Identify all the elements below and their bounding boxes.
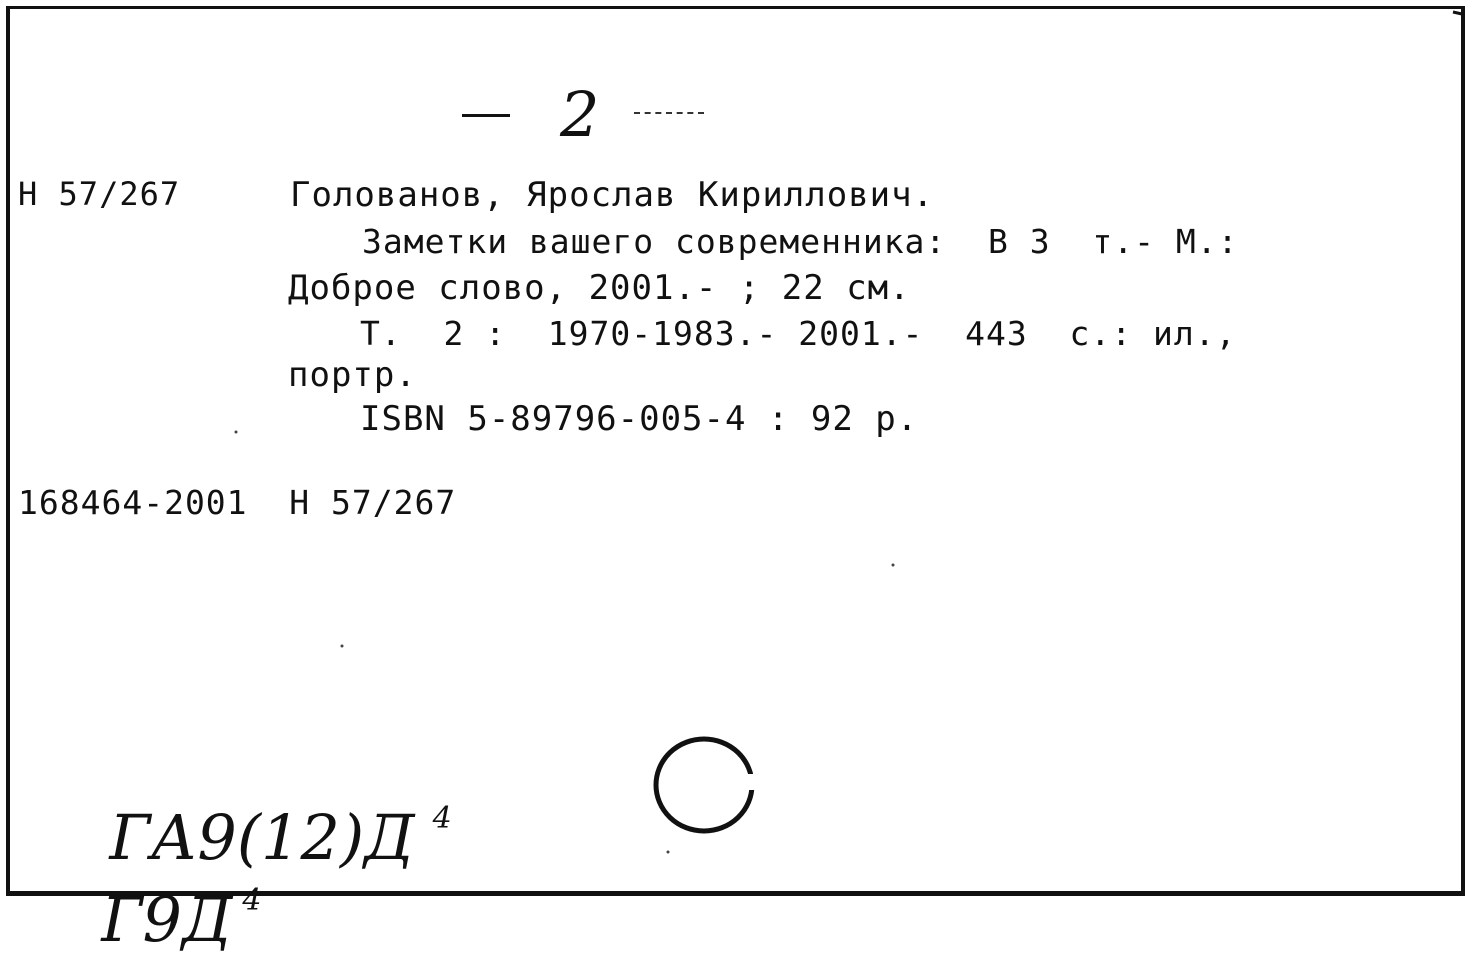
isbn-line: ISBN 5-89796-005-4 : 92 р. <box>360 399 919 439</box>
speck-4 <box>667 851 670 854</box>
author-heading: Голованов, Ярослав Кириллович. <box>290 175 935 215</box>
punch-hole <box>656 739 752 831</box>
shelf-mark-top: Н 57/267 <box>18 175 181 213</box>
title-line-2: Доброе слово, 2001.- ; 22 см. <box>288 268 911 308</box>
volume-line-1: Т. 2 : 1970-1983.- 2001.- 443 с.: ил., <box>360 314 1237 353</box>
punch-hole-gap <box>744 774 756 790</box>
speck-1 <box>235 431 238 434</box>
handwritten-code-1-sup: 4 <box>432 801 452 836</box>
title-line-1: Заметки вашего современника: В 3 т.- М.: <box>362 222 1239 261</box>
inventory-line: 168464-2001 Н 57/267 <box>18 483 457 522</box>
speck-2 <box>892 564 895 567</box>
card-number: 2 <box>560 78 600 151</box>
volume-line-2: портр. <box>288 355 417 395</box>
handwritten-code-2-sup: 4 <box>242 883 262 918</box>
speck-3 <box>341 645 344 648</box>
handwritten-code-1-text: ГА9(12)Д <box>109 801 415 874</box>
handwritten-code-2-text: Г9Д <box>101 883 233 956</box>
corner-tick <box>1453 12 1462 14</box>
